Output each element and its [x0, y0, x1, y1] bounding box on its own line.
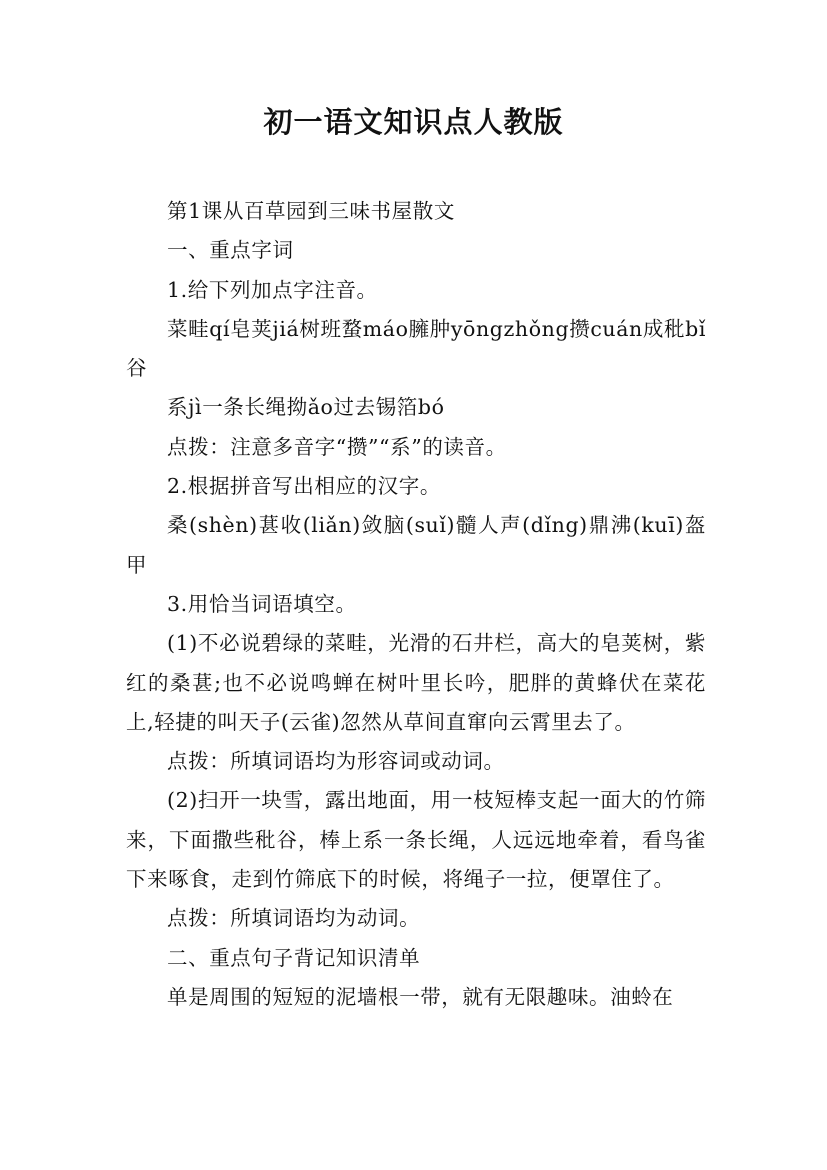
exercise-2-content: 桑(shèn)葚收(liǎn)敛脑(suǐ)髓人声(dǐng)鼎沸(kuī)盔甲	[126, 513, 706, 577]
exercise-1-content-continued: 系jì一条长绳拗ǎo过去锡箔bó	[167, 395, 445, 420]
exercise-3-item-1: (1)不必说碧绿的菜畦，光滑的石井栏，高大的皂荚树，紫红的桑葚;也不必说鸣蝉在树叶里长吟，肥胖的黄蜂伏在菜花上,轻捷的叫天子(云雀)忽然从草间直窜向云霄里去了。	[126, 631, 706, 734]
exercise-3-instruction: 3.用恰当词语填空。	[167, 591, 357, 616]
key-sentence-paragraph: 单是周围的短短的泥墙根一带，就有无限趣味。油蛉在	[167, 984, 674, 1009]
section-heading-key-sentences: 二、重点句子背记知识清单	[167, 945, 421, 970]
exercise-1-content: 菜畦qí皂荚jiá树班蝥máo臃肿yōngzhǒng攒cuán成秕bǐ谷	[126, 316, 706, 381]
exercise-3-item-1-tip: 点拨：所填词语均为形容词或动词。	[167, 749, 505, 774]
document-title: 初一语文知识点人教版	[263, 105, 564, 139]
exercise-2-instruction: 2.根据拼音写出相应的汉字。	[167, 474, 441, 499]
section-heading-key-words: 一、重点字词	[167, 238, 294, 263]
document-body	[126, 192, 706, 1017]
exercise-3-item-2: (2)扫开一块雪，露出地面，用一枝短棒支起一面大的竹筛来，下面撒些秕谷，棒上系一条长绳，人远远地牵着，看鸟雀下来啄食，走到竹筛底下的时候，将绳子一拉，便罩住了。	[126, 788, 706, 892]
exercise-1-tip: 点拨：注意多音字“攒”“系”的读音。	[167, 434, 507, 459]
exercise-1-instruction: 1.给下列加点字注音。	[167, 277, 378, 302]
lesson-heading: 第1课从百草园到三味书屋散文	[167, 199, 455, 223]
exercise-3-item-2-tip: 点拨：所填词语均为动词。	[167, 906, 421, 931]
